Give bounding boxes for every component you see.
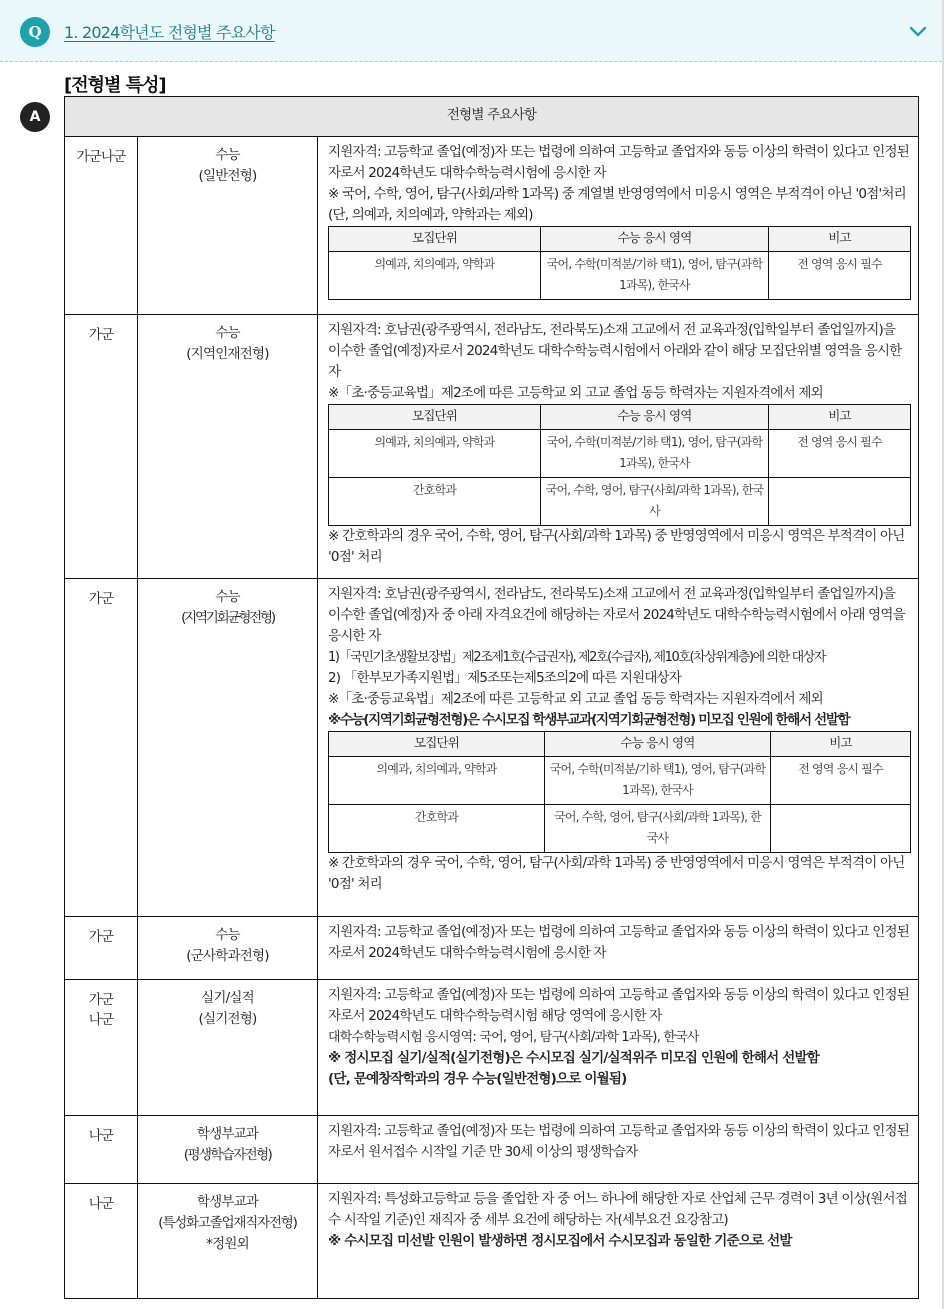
quota-note: *정원외 bbox=[206, 1236, 249, 1252]
question-badge-icon: Q bbox=[20, 17, 50, 47]
type-subname: (지역인재전형) bbox=[186, 346, 269, 362]
sub-table-row bbox=[329, 252, 911, 300]
type-name: 수능 bbox=[215, 147, 240, 163]
eligibility-text: 지원자격: 호남권(광주광역시, 전라남도, 전라북도)소재 고교에서 전 교육과정(입학일부터 졸업일까지)을 이수한 졸업(예정)자 중 아래 자격요건에 해당하는 자로서 2024학년도 대학수학능력시험에서 아래 영역을 응시한 자 bbox=[328, 586, 905, 644]
unit-cell: 의예과, 치의예과, 약학과 bbox=[329, 430, 541, 478]
group-cell: 가군나군 bbox=[65, 137, 138, 315]
sub-header-remarks: 비고 bbox=[769, 405, 911, 430]
type-subname: (특성화고졸업재직자전형) bbox=[158, 1215, 297, 1231]
type-subname: (군사학과전형) bbox=[186, 948, 269, 964]
subjects-cell: 국어, 수학, 영어, 탐구(사회/과학 1과목), 한국사 bbox=[545, 805, 771, 853]
sub-header-unit: 모집단위 bbox=[329, 732, 545, 757]
detail-cell bbox=[318, 579, 919, 917]
group-cell bbox=[65, 980, 138, 1116]
admission-types-table bbox=[64, 96, 919, 1299]
detail-cell bbox=[318, 1184, 919, 1299]
type-name: 학생부교과 bbox=[196, 1194, 259, 1210]
subjects-text: 대학수학능력시험 응시영역: 국어, 영어, 탐구(사회/과학 1과목), 한국사 bbox=[328, 1030, 699, 1045]
group-line-1: 가군 bbox=[88, 992, 114, 1008]
table-caption: 전형별 주요사항 bbox=[65, 97, 919, 137]
subject-table bbox=[328, 226, 911, 300]
unit-cell: 간호학과 bbox=[329, 478, 541, 526]
type-name: 실기/실적 bbox=[201, 990, 254, 1006]
sub-header-unit: 모집단위 bbox=[329, 227, 541, 252]
type-cell bbox=[138, 1116, 318, 1184]
detail-cell bbox=[318, 1116, 919, 1184]
note-text: ※「초·중등교육법」제2조에 따른 고등학교 외 고교 졸업 동등 학력자는 지원자격에서 제외 bbox=[328, 691, 823, 707]
detail-cell bbox=[318, 980, 919, 1116]
sub-header-subjects: 수능 응시 영역 bbox=[545, 732, 771, 757]
group-cell: 가군 bbox=[65, 579, 138, 917]
eligibility-text: 지원자격: 고등학교 졸업(예정)자 또는 법령에 의하여 고등학교 졸업자와 동등 이상의 학력이 있다고 인정된 자로서 2024학년도 대학수학능력시험 해당 영역에 응시한 자 bbox=[328, 987, 909, 1024]
type-subname: (일반전형) bbox=[198, 168, 257, 184]
remarks-cell bbox=[771, 805, 911, 853]
section-heading: [전형별 특성] bbox=[64, 75, 166, 96]
sub-header-remarks: 비고 bbox=[771, 732, 911, 757]
subjects-cell: 국어, 수학(미적분/기하 택1), 영어, 탐구(과학 1과목), 한국사 bbox=[541, 430, 769, 478]
type-cell bbox=[138, 579, 318, 917]
group-cell: 나군 bbox=[65, 1184, 138, 1299]
type-cell bbox=[138, 137, 318, 315]
group-line-2: 나군 bbox=[88, 1012, 114, 1028]
subject-table bbox=[328, 731, 911, 853]
unit-cell: 의예과, 치의예과, 약학과 bbox=[329, 252, 541, 300]
detail-cell bbox=[318, 917, 919, 980]
type-cell bbox=[138, 315, 318, 579]
note-text: ※ 국어, 수학, 영어, 탐구(사회/과학 1과목) 중 계열별 반영영역에서 미응시 영역은 부적격이 아닌 '0점'처리 (단, 의예과, 치의예과, 약학과는 제외) bbox=[328, 186, 906, 223]
footnote-text: ※ 간호학과의 경우 국어, 수학, 영어, 탐구(사회/과학 1과목) 중 반영영역에서 미응시 영역은 부적격이 아닌 '0점' 처리 bbox=[328, 528, 905, 565]
type-name: 학생부교과 bbox=[196, 1126, 259, 1142]
sub-table-row bbox=[329, 757, 911, 805]
unit-cell: 의예과, 치의예과, 약학과 bbox=[329, 757, 545, 805]
sub-table-row bbox=[329, 805, 911, 853]
type-cell bbox=[138, 1184, 318, 1299]
sub-header-remarks: 비고 bbox=[769, 227, 911, 252]
remarks-cell: 전 영역 응시 필수 bbox=[771, 757, 911, 805]
table-row bbox=[65, 315, 919, 579]
note-text: ※「초·중등교육법」제2조에 따른 고등학교 외 고교 졸업 동등 학력자는 지원자격에서 제외 bbox=[328, 385, 823, 401]
question-title-link[interactable]: 1. 2024학년도 전형별 주요사항 bbox=[64, 23, 275, 42]
faq-question-header[interactable] bbox=[0, 0, 942, 62]
bold-note-text: (단, 문예창작학과의 경우 수능(일반전형)으로 이월됨) bbox=[328, 1071, 627, 1087]
criteria-1-text: 1)「국민기초생활보장법」제2조제1호(수급권자), 제2호(수급자), 제10호(차상위계층)에 의한 대상자 bbox=[328, 650, 826, 665]
type-name: 수능 bbox=[215, 325, 240, 341]
eligibility-text: 지원자격: 고등학교 졸업(예정)자 또는 법령에 의하여 고등학교 졸업자와 동등 이상의 학력이 있다고 인정된 자로서 2024학년도 대학수학능력시험에 응시한 자 bbox=[328, 924, 909, 961]
sub-table-row bbox=[329, 478, 911, 526]
detail-cell bbox=[318, 315, 919, 579]
group-cell: 가군 bbox=[65, 917, 138, 980]
eligibility-text: 지원자격: 고등학교 졸업(예정)자 또는 법령에 의하여 고등학교 졸업자와 동등 이상의 학력이 있다고 인정된 자로서 원서접수 시작일 기준 만 30세 이상의 평생학습자 bbox=[328, 1123, 909, 1160]
table-row bbox=[65, 1116, 919, 1184]
type-subname: (평생학습자전형) bbox=[183, 1147, 272, 1163]
type-cell bbox=[138, 917, 318, 980]
type-subname: (실기전형) bbox=[198, 1011, 257, 1027]
criteria-2-text: 2) 「한부모가족지원법」제5조또는제5조의2에 따른 지원대상자 bbox=[328, 670, 682, 686]
sub-table-row bbox=[329, 430, 911, 478]
table-row bbox=[65, 917, 919, 980]
remarks-cell: 전 영역 응시 필수 bbox=[769, 252, 911, 300]
chevron-down-icon[interactable] bbox=[908, 22, 928, 42]
footnote-text: ※ 간호학과의 경우 국어, 수학, 영어, 탐구(사회/과학 1과목) 중 반영영역에서 미응시 영역은 부적격이 아닌 '0점' 처리 bbox=[328, 855, 905, 892]
bold-note-text: ※ 정시모집 실기/실적(실기전형)은 수시모집 실기/실적위주 미모집 인원에 한해서 선발함 bbox=[328, 1050, 819, 1066]
remarks-cell bbox=[769, 478, 911, 526]
sub-header-unit: 모집단위 bbox=[329, 405, 541, 430]
type-name: 수능 bbox=[215, 927, 240, 943]
eligibility-text: 지원자격: 고등학교 졸업(예정)자 또는 법령에 의하여 고등학교 졸업자와 동등 이상의 학력이 있다고 인정된 자로서 2024학년도 대학수학능력시험에 응시한 자 bbox=[328, 144, 909, 181]
subjects-cell: 국어, 수학(미적분/기하 택1), 영어, 탐구(과학 1과목), 한국사 bbox=[541, 252, 769, 300]
type-name: 수능 bbox=[215, 589, 240, 605]
table-row bbox=[65, 980, 919, 1116]
detail-cell bbox=[318, 137, 919, 315]
group-cell: 가군 bbox=[65, 315, 138, 579]
sub-header-subjects: 수능 응시 영역 bbox=[541, 405, 769, 430]
answer-badge-icon: A bbox=[20, 102, 50, 132]
remarks-cell: 전 영역 응시 필수 bbox=[769, 430, 911, 478]
unit-cell: 간호학과 bbox=[329, 805, 545, 853]
type-cell bbox=[138, 980, 318, 1116]
table-row bbox=[65, 579, 919, 917]
table-row bbox=[65, 1184, 919, 1299]
bold-note-text: ※수능(지역기회균형전형)은 수시모집 학생부교과(지역기회균형전형) 미모집 인원에 한해서 선발함 bbox=[328, 712, 850, 728]
type-subname: (지역기회균형전형) bbox=[181, 610, 274, 626]
subject-table bbox=[328, 404, 911, 526]
eligibility-text: 지원자격: 특성화고등학교 등을 졸업한 자 중 어느 하나에 해당한 자로 산업체 근무 경력이 3년 이상(원서접수 시작일 기준)인 재직자 중 세부 요건에 해당하는 자(세부요건 요강참고) bbox=[328, 1191, 908, 1228]
eligibility-text: 지원자격: 호남권(광주광역시, 전라남도, 전라북도)소재 고교에서 전 교육과정(입학일부터 졸업일까지)을 이수한 졸업(예정)자로서 2024학년도 대학수학능력시험에서 아래와 같이 해당 모집단위별 영역을 응시한 자 bbox=[328, 322, 902, 380]
sub-header-subjects: 수능 응시 영역 bbox=[541, 227, 769, 252]
bold-note-text: ※ 수시모집 미선발 인원이 발생하면 정시모집에서 수시모집과 동일한 기준으로 선발 bbox=[328, 1233, 792, 1249]
group-cell: 나군 bbox=[65, 1116, 138, 1184]
subjects-cell: 국어, 수학(미적분/기하 택1), 영어, 탐구(과학 1과목), 한국사 bbox=[545, 757, 771, 805]
table-row bbox=[65, 137, 919, 315]
subjects-cell: 국어, 수학, 영어, 탐구(사회/과학 1과목), 한국사 bbox=[541, 478, 769, 526]
